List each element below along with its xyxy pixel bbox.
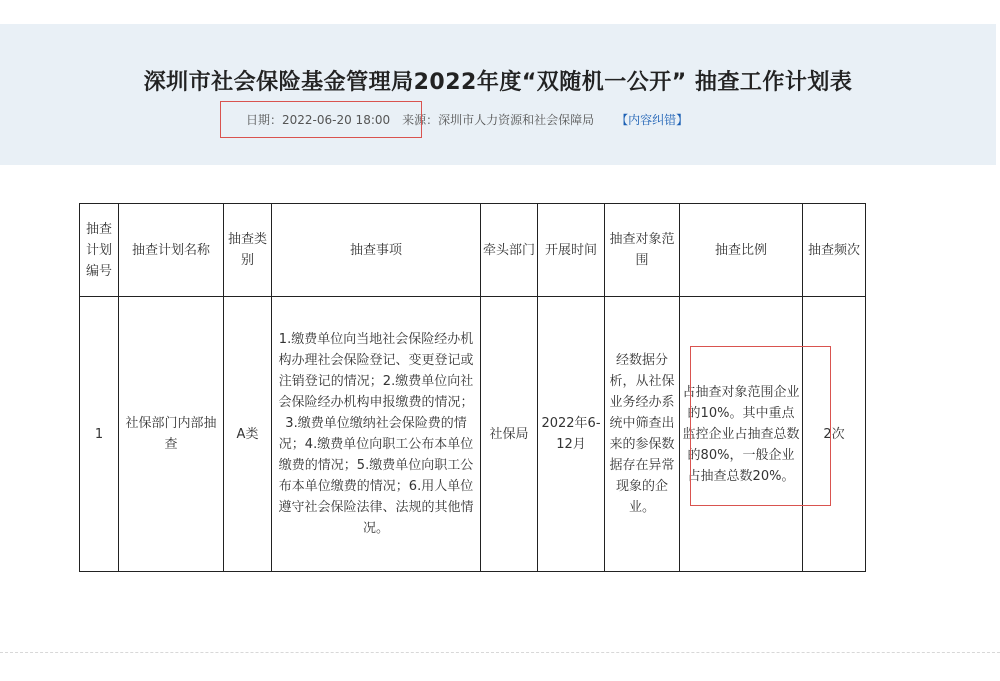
footer-divider xyxy=(0,652,1000,653)
content-correction-link[interactable]: 【内容纠错】 xyxy=(616,113,689,127)
col-header-plan-id: 抽查计划编号 xyxy=(80,204,119,297)
ratio-highlight-box xyxy=(690,346,831,506)
col-header-items: 抽查事项 xyxy=(272,204,481,297)
col-header-lead-dept: 牵头部门 xyxy=(481,204,538,297)
source-label: 来源：深圳市人力资源和社会保障局 xyxy=(402,113,595,127)
col-header-time: 开展时间 xyxy=(538,204,605,297)
date-highlight-box xyxy=(220,101,422,138)
table-header-row xyxy=(80,204,866,297)
col-header-frequency: 抽查频次 xyxy=(803,204,866,297)
col-header-scope: 抽查对象范围 xyxy=(605,204,680,297)
cell-category: A类 xyxy=(224,297,272,572)
cell-plan-name: 社保部门内部抽查 xyxy=(119,297,224,572)
cell-time: 2022年6-12月 xyxy=(538,297,605,572)
col-header-category: 抽查类别 xyxy=(224,204,272,297)
col-header-plan-name: 抽查计划名称 xyxy=(119,204,224,297)
cell-items: 1.缴费单位向当地社会保险经办机构办理社会保险登记、变更登记或注销登记的情况；2.缴费单位向社会保险经办机构申报缴费的情况；3.缴费单位缴纳社会保险费的情况；4.缴费单位向职工公布本单位缴费的情况；5.缴费单位向职工公布本单位缴费的情况；6.用人单位遵守社会保险法律、法规的其他情况。 xyxy=(272,297,481,572)
publish-date: 日期：2022-06-20 18:00 xyxy=(246,113,391,127)
cell-ratio: 占抽查对象范围企业的10%。其中重点监控企业占抽查总数的80%，一般企业占抽查总数20%。 xyxy=(680,297,803,572)
cell-plan-id: 1 xyxy=(80,297,119,572)
col-header-ratio: 抽查比例 xyxy=(680,204,803,297)
cell-scope: 经数据分析，从社保业务经办系统中筛查出来的参保数据存在异常现象的企业。 xyxy=(605,297,680,572)
cell-lead-dept: 社保局 xyxy=(481,297,538,572)
cell-frequency: 2次 xyxy=(803,297,866,572)
page-title: 深圳市社会保险基金管理局2022年度“双随机一公开” 抽查工作计划表 xyxy=(143,70,853,95)
